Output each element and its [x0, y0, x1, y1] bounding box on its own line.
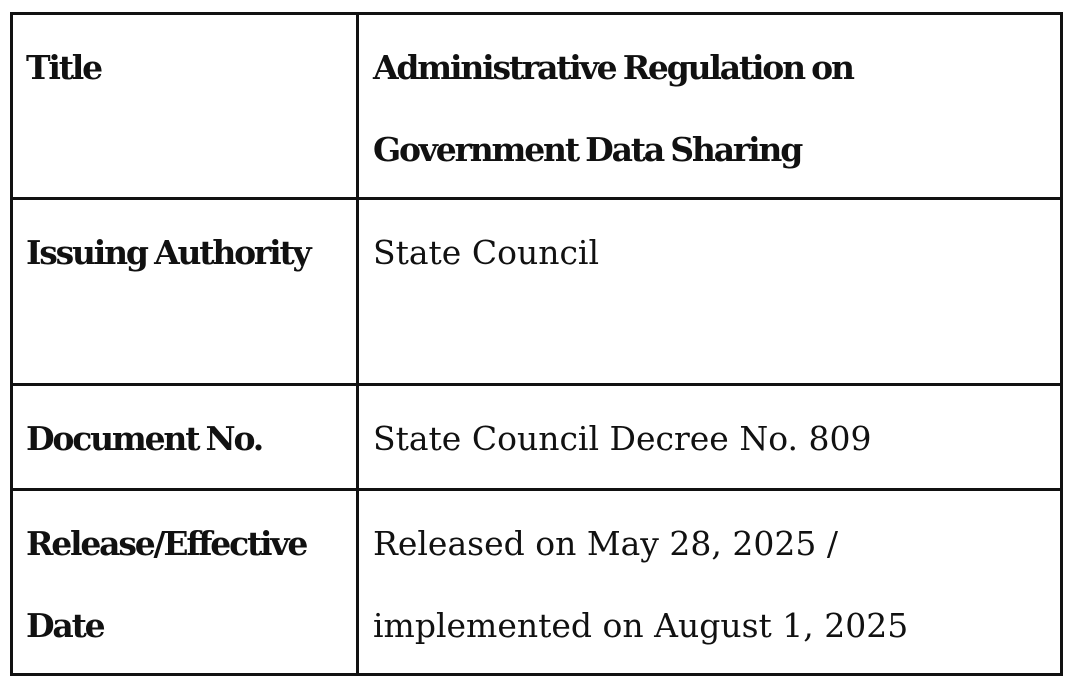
table-row-release-effective-date	[12, 490, 1062, 675]
document-number-label: Document No.	[12, 385, 358, 490]
table-row-issuing-authority	[12, 199, 1062, 385]
issuing-authority-value: State Council	[358, 199, 1062, 385]
table-row-title	[12, 14, 1062, 199]
table-row-document-number	[12, 385, 1062, 490]
issuing-authority-label: Issuing Authority	[12, 199, 358, 385]
document-info-table	[10, 12, 1063, 676]
title-label: Title	[12, 14, 358, 199]
document-number-value: State Council Decree No. 809	[358, 385, 1062, 490]
release-effective-date-value: Released on May 28, 2025 / implemented on August 1, 2025	[358, 490, 1062, 675]
release-effective-date-label: Release/Effective Date	[12, 490, 358, 675]
title-value: Administrative Regulation on Government Data Sharing	[358, 14, 1062, 199]
